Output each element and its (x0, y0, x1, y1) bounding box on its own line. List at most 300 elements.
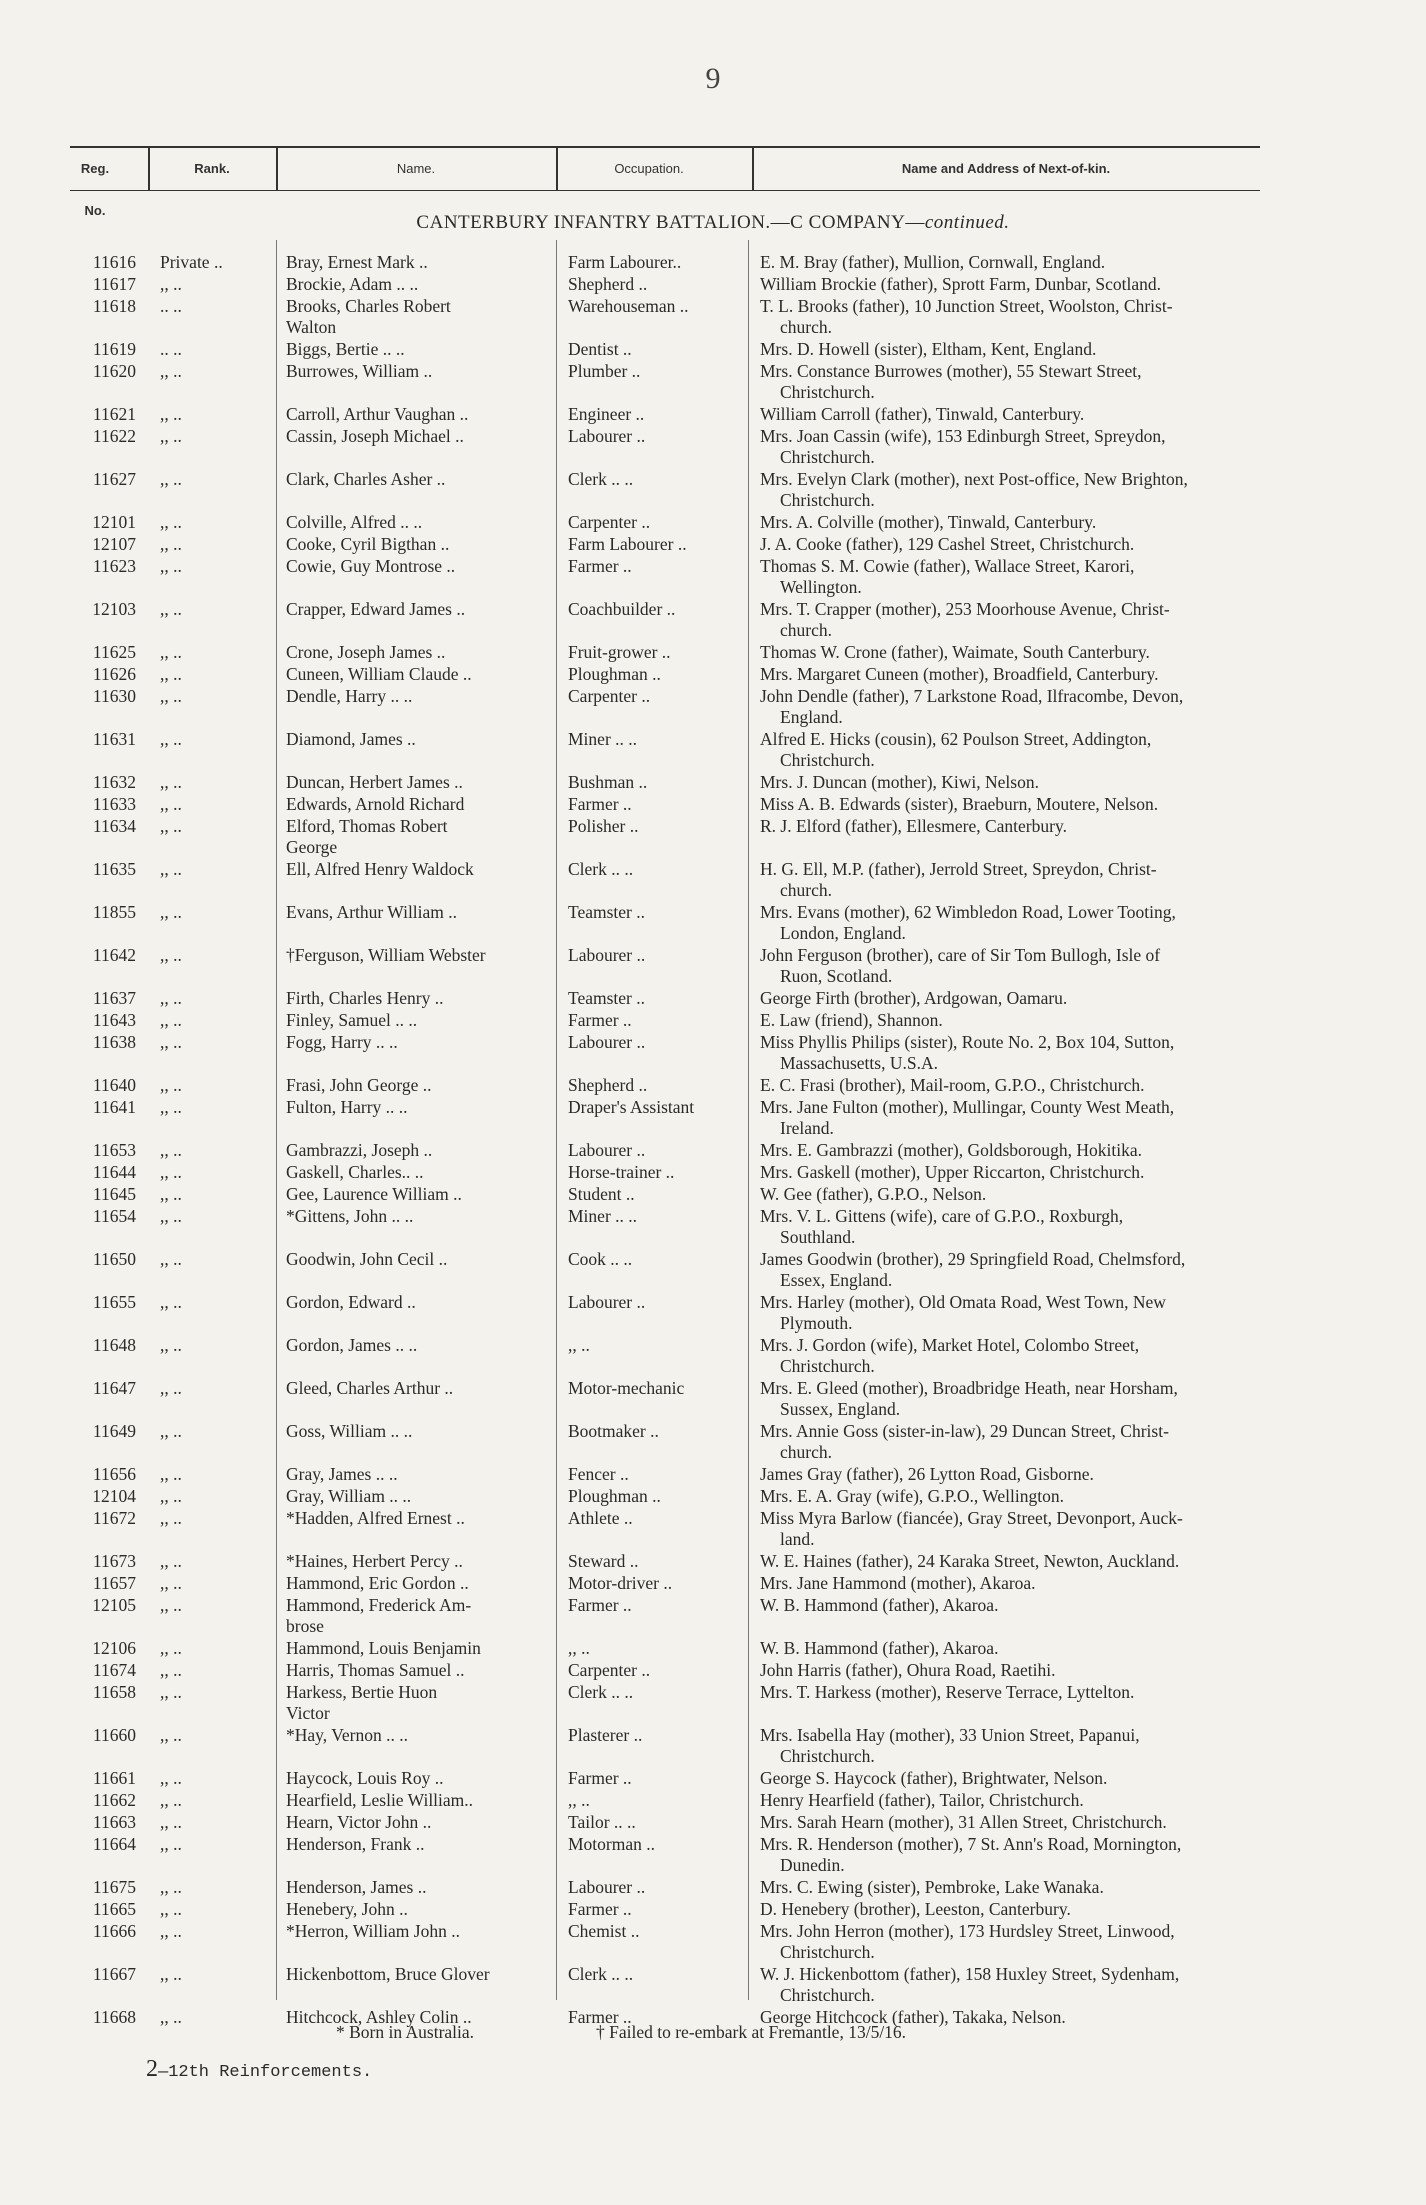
next-of-kin-cell-line: Mrs. T. Harkess (mother), Reserve Terrace, Lyttelton. (760, 1682, 1135, 1702)
next-of-kin-cell-line: George Hitchcock (father), Takaka, Nelson. (760, 2007, 1066, 2027)
name-cell-line: Hammond, Louis Benjamin (286, 1638, 481, 1658)
occupation-cell (568, 1595, 734, 1616)
occupation-cell (568, 1725, 734, 1746)
next-of-kin-cell-line: W. Gee (father), G.P.O., Nelson. (760, 1184, 987, 1204)
next-of-kin-cell-line: Mrs. Margaret Cuneen (mother), Broadfield, Canterbury. (760, 664, 1159, 684)
occupation-cell (568, 1140, 734, 1161)
next-of-kin-cell (760, 945, 1320, 987)
occupation-cell (568, 339, 734, 360)
occupation-cell-line: Steward .. (568, 1551, 639, 1571)
next-of-kin-cell-line: Alfred E. Hicks (cousin), 62 Poulson Street, Addington, (760, 729, 1152, 749)
next-of-kin-cell (760, 1551, 1320, 1572)
occupation-cell-line: Bootmaker .. (568, 1421, 659, 1441)
occupation-cell (568, 664, 734, 685)
name-cell (286, 729, 544, 750)
next-of-kin-cell-line: James Goodwin (brother), 29 Springfield Road, Chelmsford, (760, 1249, 1186, 1269)
name-cell (286, 1140, 544, 1161)
occupation-cell-line: Farm Labourer .. (568, 534, 687, 554)
name-cell-line: Colville, Alfred .. .. (286, 512, 423, 532)
next-of-kin-cell-line: D. Henebery (brother), Leeston, Canterbury. (760, 1899, 1071, 1919)
name-cell (286, 296, 544, 338)
next-of-kin-cell-line: church. (780, 620, 832, 640)
occupation-cell-line: Polisher .. (568, 816, 639, 836)
next-of-kin-cell (760, 534, 1320, 555)
occupation-cell (568, 945, 734, 966)
occupation-cell-line: Athlete .. (568, 1508, 633, 1528)
rank-cell: ,, .. (160, 1899, 182, 1919)
reg-no-cell: 12107 (92, 534, 136, 554)
reg-no-cell: 11623 (92, 556, 136, 576)
name-cell-line: Frasi, John George .. (286, 1075, 432, 1095)
name-cell-line: Hammond, Eric Gordon .. (286, 1573, 469, 1593)
occupation-cell-line: Fruit-grower .. (568, 642, 671, 662)
occupation-cell-line: Clerk .. .. (568, 1682, 634, 1702)
name-cell (286, 1184, 544, 1205)
occupation-cell (568, 1378, 734, 1399)
occupation-cell (568, 1768, 734, 1789)
next-of-kin-cell (760, 1292, 1320, 1334)
name-cell-line: Fulton, Harry .. .. (286, 1097, 408, 1117)
next-of-kin-cell (760, 512, 1320, 533)
name-cell-line: Fogg, Harry .. .. (286, 1032, 398, 1052)
next-of-kin-cell-line: W. B. Hammond (father), Akaroa. (760, 1595, 999, 1615)
name-cell (286, 686, 544, 707)
name-cell-line: Evans, Arthur William .. (286, 902, 458, 922)
next-of-kin-cell (760, 1768, 1320, 1789)
rank-cell: ,, .. (160, 469, 182, 489)
next-of-kin-cell (760, 1140, 1320, 1161)
occupation-cell-line: Carpenter .. (568, 1660, 651, 1680)
occupation-cell (568, 642, 734, 663)
rank-cell: ,, .. (160, 534, 182, 554)
next-of-kin-cell-line: Christchurch. (780, 447, 875, 467)
next-of-kin-cell-line: Mrs. E. Gambrazzi (mother), Goldsborough, Hokitika. (760, 1140, 1143, 1160)
occupation-cell-line: Carpenter .. (568, 512, 651, 532)
reg-no-cell: 11635 (92, 859, 136, 879)
name-cell-line: †Ferguson, William Webster (286, 945, 486, 965)
name-cell-line: Diamond, James .. (286, 729, 416, 749)
reg-no-cell: 11664 (92, 1834, 136, 1854)
rank-cell: ,, .. (160, 1834, 182, 1854)
name-cell-line: Gray, James .. .. (286, 1464, 398, 1484)
name-cell (286, 556, 544, 577)
next-of-kin-cell-line: W. J. Hickenbottom (father), 158 Huxley Street, Sydenham, (760, 1964, 1180, 1984)
rank-cell: ,, .. (160, 1162, 182, 1182)
name-cell-line: Gambrazzi, Joseph .. (286, 1140, 433, 1160)
reinforcements-signature (146, 2056, 372, 2083)
rank-cell: ,, .. (160, 1292, 182, 1312)
rank-cell: ,, .. (160, 2007, 182, 2027)
rank-cell: ,, .. (160, 1140, 182, 1160)
name-cell-line: *Gittens, John .. .. (286, 1206, 414, 1226)
next-of-kin-cell (760, 1921, 1320, 1963)
reg-no-cell: 11654 (92, 1206, 136, 1226)
page-number: 9 (705, 62, 721, 95)
name-cell (286, 599, 544, 620)
next-of-kin-cell-line: John Harris (father), Ohura Road, Raetihi. (760, 1660, 1056, 1680)
reg-no-cell: 11634 (92, 816, 136, 836)
name-cell-line: Harkess, Bertie Huon (286, 1682, 438, 1702)
occupation-cell-line: Carpenter .. (568, 686, 651, 706)
occupation-cell (568, 729, 734, 750)
next-of-kin-cell (760, 859, 1320, 901)
reg-no-cell: 11627 (92, 469, 136, 489)
name-cell-line: Gee, Laurence William .. (286, 1184, 462, 1204)
next-of-kin-cell (760, 469, 1320, 511)
name-cell-line: Duncan, Herbert James .. (286, 772, 463, 792)
name-cell-line: Cowie, Guy Montrose .. (286, 556, 456, 576)
occupation-cell-line: Labourer .. (568, 945, 646, 965)
name-cell (286, 1595, 544, 1637)
reg-no-cell: 11616 (92, 252, 136, 272)
next-of-kin-cell-line: Mrs. J. Duncan (mother), Kiwi, Nelson. (760, 772, 1039, 792)
next-of-kin-cell-line: Miss A. B. Edwards (sister), Braeburn, Moutere, Nelson. (760, 794, 1159, 814)
header-reg-no: Reg. No. (80, 161, 110, 218)
next-of-kin-cell-line: John Dendle (father), 7 Larkstone Road, Ilfracombe, Devon, (760, 686, 1184, 706)
next-of-kin-cell-line: Mrs. Jane Hammond (mother), Akaroa. (760, 1573, 1036, 1593)
rank-cell: ,, .. (160, 1768, 182, 1788)
reg-no-cell: 11617 (92, 274, 136, 294)
name-cell (286, 1206, 544, 1227)
occupation-cell-line: Draper's Assistant (568, 1097, 695, 1117)
name-cell (286, 1877, 544, 1898)
reg-no-cell: 11660 (92, 1725, 136, 1745)
occupation-cell-line: Horse-trainer .. (568, 1162, 675, 1182)
name-cell-line: Bray, Ernest Mark .. (286, 252, 428, 272)
next-of-kin-cell (760, 274, 1320, 295)
next-of-kin-cell-line: Mrs. Isabella Hay (mother), 33 Union Street, Papanui, (760, 1725, 1140, 1745)
occupation-cell (568, 1075, 734, 1096)
name-cell-line: Gordon, James .. .. (286, 1335, 418, 1355)
occupation-cell (568, 274, 734, 295)
rank-cell: ,, .. (160, 1464, 182, 1484)
name-cell-line: Burrowes, William .. (286, 361, 433, 381)
reg-no-cell: 11674 (92, 1660, 136, 1680)
name-cell (286, 1921, 544, 1942)
occupation-cell-line: Labourer .. (568, 1140, 646, 1160)
occupation-cell (568, 1573, 734, 1594)
next-of-kin-cell-line: Henry Hearfield (father), Tailor, Christchurch. (760, 1790, 1084, 1810)
rank-cell: ,, .. (160, 361, 182, 381)
reg-no-cell: 11658 (92, 1682, 136, 1702)
next-of-kin-cell-line: George Firth (brother), Ardgowan, Oamaru. (760, 988, 1068, 1008)
occupation-cell (568, 1464, 734, 1485)
next-of-kin-cell-line: William Brockie (father), Sprott Farm, Dunbar, Scotland. (760, 274, 1161, 294)
next-of-kin-cell-line: Mrs. J. Gordon (wife), Market Hotel, Colombo Street, (760, 1335, 1140, 1355)
next-of-kin-cell-line: Ruon, Scotland. (780, 966, 893, 986)
occupation-cell (568, 1921, 734, 1942)
occupation-cell (568, 534, 734, 555)
name-cell-line: Henderson, Frank .. (286, 1834, 425, 1854)
rank-cell: ,, .. (160, 1335, 182, 1355)
occupation-cell (568, 469, 734, 490)
name-cell-line: Firth, Charles Henry .. (286, 988, 444, 1008)
occupation-cell-line: Labourer .. (568, 1292, 646, 1312)
occupation-cell (568, 1877, 734, 1898)
occupation-cell-line: Labourer .. (568, 1877, 646, 1897)
name-cell-line: Brooks, Charles Robert (286, 296, 451, 316)
header-next-of-kin: Name and Address of Next-of-kin. (901, 161, 1111, 176)
next-of-kin-cell-line: London, England. (780, 923, 906, 943)
name-cell-line: Brockie, Adam .. .. (286, 274, 419, 294)
next-of-kin-cell-line: church. (780, 317, 832, 337)
next-of-kin-cell (760, 1573, 1320, 1594)
rank-cell: ,, .. (160, 1551, 182, 1571)
next-of-kin-cell (760, 1010, 1320, 1031)
occupation-cell (568, 1899, 734, 1920)
reg-no-cell: 12101 (92, 512, 136, 532)
occupation-cell (568, 1508, 734, 1529)
name-cell (286, 1790, 544, 1811)
rank-cell: ,, .. (160, 1682, 182, 1702)
reg-no-cell: 11666 (92, 1921, 136, 1941)
next-of-kin-cell (760, 556, 1320, 598)
rank-cell: ,, .. (160, 1638, 182, 1658)
occupation-cell (568, 556, 734, 577)
rank-cell: ,, .. (160, 1812, 182, 1832)
rank-cell: ,, .. (160, 1877, 182, 1897)
occupation-cell (568, 772, 734, 793)
reg-no-cell: 11662 (92, 1790, 136, 1810)
next-of-kin-cell-line: Ireland. (780, 1118, 834, 1138)
reg-no-cell: 11649 (92, 1421, 136, 1441)
rank-cell: ,, .. (160, 772, 182, 792)
next-of-kin-cell-line: Mrs. Sarah Hearn (mother), 31 Allen Street, Christchurch. (760, 1812, 1167, 1832)
next-of-kin-cell (760, 296, 1320, 338)
name-cell (286, 1573, 544, 1594)
reg-no-cell: 11621 (92, 404, 136, 424)
footnote-failed-reembark: † Failed to re-embark at Fremantle, 13/5/16. (596, 2022, 907, 2042)
occupation-cell-line: Miner .. .. (568, 1206, 638, 1226)
name-cell (286, 945, 544, 966)
occupation-cell (568, 794, 734, 815)
rank-cell: ,, .. (160, 1573, 182, 1593)
occupation-cell (568, 859, 734, 880)
occupation-cell (568, 426, 734, 447)
name-cell-line: Crapper, Edward James .. (286, 599, 466, 619)
next-of-kin-cell (760, 426, 1320, 468)
rank-cell: ,, .. (160, 1097, 182, 1117)
name-cell (286, 859, 544, 880)
next-of-kin-cell (760, 772, 1320, 793)
rank-cell: ,, .. (160, 816, 182, 836)
next-of-kin-cell-line: Mrs. John Herron (mother), 173 Hurdsley Street, Linwood, (760, 1921, 1175, 1941)
next-of-kin-cell (760, 599, 1320, 641)
next-of-kin-cell-line: T. L. Brooks (father), 10 Junction Street, Woolston, Christ- (760, 296, 1173, 316)
reg-no-cell: 12105 (92, 1595, 136, 1615)
name-cell (286, 1249, 544, 1270)
name-cell-line: Haycock, Louis Roy .. (286, 1768, 444, 1788)
reg-no-cell: 11650 (92, 1249, 136, 1269)
next-of-kin-cell (760, 664, 1320, 685)
name-cell-line: Edwards, Arnold Richard (286, 794, 465, 814)
name-cell (286, 988, 544, 1009)
occupation-cell (568, 1206, 734, 1227)
reinforcements-label: —12th Reinforcements. (158, 2063, 373, 2082)
next-of-kin-cell (760, 988, 1320, 1009)
next-of-kin-cell-line: Essex, England. (780, 1270, 893, 1290)
rank-cell: ,, .. (160, 274, 182, 294)
next-of-kin-cell-line: E. C. Frasi (brother), Mail-room, G.P.O., Christchurch. (760, 1075, 1145, 1095)
reg-no-cell: 12104 (92, 1486, 136, 1506)
next-of-kin-cell (760, 1335, 1320, 1377)
name-cell-line: Clark, Charles Asher .. (286, 469, 446, 489)
name-cell-line: brose (286, 1616, 324, 1636)
next-of-kin-cell (760, 1075, 1320, 1096)
next-of-kin-cell (760, 404, 1320, 425)
rank-cell: ,, .. (160, 1508, 182, 1528)
name-cell (286, 794, 544, 815)
next-of-kin-cell-line: Mrs. T. Crapper (mother), 253 Moorhouse Avenue, Christ- (760, 599, 1170, 619)
occupation-cell-line: Farmer .. (568, 1010, 632, 1030)
next-of-kin-cell-line: John Ferguson (brother), care of Sir Tom Bullogh, Isle of (760, 945, 1161, 965)
name-cell (286, 426, 544, 447)
rank-cell: ,, .. (160, 1421, 182, 1441)
name-cell-line: Dendle, Harry .. .. (286, 686, 413, 706)
name-cell-line: *Herron, William John .. (286, 1921, 460, 1941)
occupation-cell-line: Teamster .. (568, 902, 646, 922)
occupation-cell (568, 1010, 734, 1031)
reg-no-cell: 11667 (92, 1964, 136, 1984)
occupation-cell (568, 988, 734, 1009)
reg-no-cell: 11642 (92, 945, 136, 965)
next-of-kin-cell (760, 1877, 1320, 1898)
rank-cell: ,, .. (160, 1075, 182, 1095)
name-cell-line: Walton (286, 317, 337, 337)
next-of-kin-cell-line: Thomas W. Crone (father), Waimate, South Canterbury. (760, 642, 1150, 662)
next-of-kin-cell (760, 1486, 1320, 1507)
occupation-cell (568, 1421, 734, 1442)
name-cell-line: *Hay, Vernon .. .. (286, 1725, 408, 1745)
occupation-cell (568, 1486, 734, 1507)
next-of-kin-cell (760, 902, 1320, 944)
occupation-cell (568, 816, 734, 837)
rank-cell: ,, .. (160, 512, 182, 532)
occupation-cell (568, 1292, 734, 1313)
header-rank: Rank. (194, 161, 230, 176)
occupation-cell-line: Clerk .. .. (568, 469, 634, 489)
name-cell-line: Gleed, Charles Arthur .. (286, 1378, 454, 1398)
reg-no-cell: 12106 (92, 1638, 136, 1658)
name-cell (286, 1812, 544, 1833)
occupation-cell-line: Motor-mechanic (568, 1378, 685, 1398)
next-of-kin-cell (760, 1899, 1320, 1920)
name-cell (286, 1638, 544, 1659)
occupation-cell-line: Dentist .. (568, 339, 632, 359)
next-of-kin-cell (760, 1032, 1320, 1074)
reg-no-cell: 11673 (92, 1551, 136, 1571)
name-cell-line: Gray, William .. .. (286, 1486, 412, 1506)
name-cell (286, 1292, 544, 1313)
reg-no-cell: 12103 (92, 599, 136, 619)
occupation-cell (568, 1660, 734, 1681)
rank-cell: ,, .. (160, 1249, 182, 1269)
occupation-cell (568, 252, 734, 273)
occupation-cell-line: Warehouseman .. (568, 296, 689, 316)
rank-cell: ,, .. (160, 1725, 182, 1745)
reg-no-cell: 11641 (92, 1097, 136, 1117)
name-cell (286, 252, 544, 273)
next-of-kin-cell (760, 794, 1320, 815)
name-cell (286, 1464, 544, 1485)
next-of-kin-cell (760, 339, 1320, 360)
reg-no-cell: 11618 (92, 296, 136, 316)
reg-no-cell: 11644 (92, 1162, 136, 1182)
name-cell-line: Victor (286, 1703, 330, 1723)
rank-cell: ,, .. (160, 1660, 182, 1680)
name-cell-line: George (286, 837, 338, 857)
next-of-kin-cell-line: George S. Haycock (father), Brightwater, Nelson. (760, 1768, 1108, 1788)
section-continued: continued. (924, 212, 1010, 233)
name-cell-line: Crone, Joseph James .. (286, 642, 446, 662)
header-occupation: Occupation. (614, 161, 684, 176)
occupation-cell-line: Farmer .. (568, 1899, 632, 1919)
name-cell (286, 1725, 544, 1746)
name-cell (286, 1486, 544, 1507)
rank-cell: ,, .. (160, 859, 182, 879)
rank-cell: ,, .. (160, 902, 182, 922)
next-of-kin-cell-line: Christchurch. (780, 382, 875, 402)
name-cell-line: Ell, Alfred Henry Waldock (286, 859, 474, 879)
next-of-kin-cell (760, 1421, 1320, 1463)
next-of-kin-cell-line: Mrs. Constance Burrowes (mother), 55 Stewart Street, (760, 361, 1142, 381)
occupation-cell-line: Shepherd .. (568, 1075, 648, 1095)
next-of-kin-cell-line: W. E. Haines (father), 24 Karaka Street, Newton, Auckland. (760, 1551, 1180, 1571)
name-cell-line: Cooke, Cyril Bigthan .. (286, 534, 450, 554)
next-of-kin-cell (760, 1206, 1320, 1248)
name-cell (286, 534, 544, 555)
name-cell (286, 404, 544, 425)
reg-no-cell: 11648 (92, 1335, 136, 1355)
occupation-cell-line: Clerk .. .. (568, 1964, 634, 1984)
occupation-cell-line: ,, .. (568, 1638, 590, 1658)
occupation-cell-line: Chemist .. (568, 1921, 640, 1941)
reg-no-cell: 11675 (92, 1877, 136, 1897)
next-of-kin-cell-line: Mrs. E. A. Gray (wife), G.P.O., Wellington. (760, 1486, 1065, 1506)
occupation-cell (568, 1249, 734, 1270)
reg-no-cell: 11631 (92, 729, 136, 749)
reg-no-cell: 11625 (92, 642, 136, 662)
occupation-cell-line: Clerk .. .. (568, 859, 634, 879)
next-of-kin-cell-line: James Gray (father), 26 Lytton Road, Gisborne. (760, 1464, 1094, 1484)
name-cell-line: Hickenbottom, Bruce Glover (286, 1964, 490, 1984)
occupation-cell (568, 1834, 734, 1855)
next-of-kin-cell-line: land. (780, 1529, 815, 1549)
next-of-kin-cell-line: Mrs. Gaskell (mother), Upper Riccarton, Christchurch. (760, 1162, 1145, 1182)
name-cell-line: Henebery, John .. (286, 1899, 408, 1919)
occupation-cell (568, 686, 734, 707)
reg-no-cell: 11632 (92, 772, 136, 792)
next-of-kin-cell (760, 1097, 1320, 1139)
name-cell-line: Finley, Samuel .. .. (286, 1010, 418, 1030)
name-cell (286, 512, 544, 533)
next-of-kin-cell-line: England. (780, 707, 843, 727)
name-cell-line: Gaskell, Charles.. .. (286, 1162, 424, 1182)
occupation-cell (568, 1184, 734, 1205)
rank-cell: ,, .. (160, 1010, 182, 1030)
name-cell (286, 1551, 544, 1572)
reg-no-cell: 11630 (92, 686, 136, 706)
name-cell (286, 1834, 544, 1855)
occupation-cell (568, 1551, 734, 1572)
occupation-cell (568, 1790, 734, 1811)
rank-cell: ,, .. (160, 1921, 182, 1941)
name-cell (286, 664, 544, 685)
rank-cell: .. .. (160, 339, 182, 359)
next-of-kin-cell-line: Christchurch. (780, 1356, 875, 1376)
next-of-kin-cell (760, 1660, 1320, 1681)
next-of-kin-cell-line: E. Law (friend), Shannon. (760, 1010, 943, 1030)
